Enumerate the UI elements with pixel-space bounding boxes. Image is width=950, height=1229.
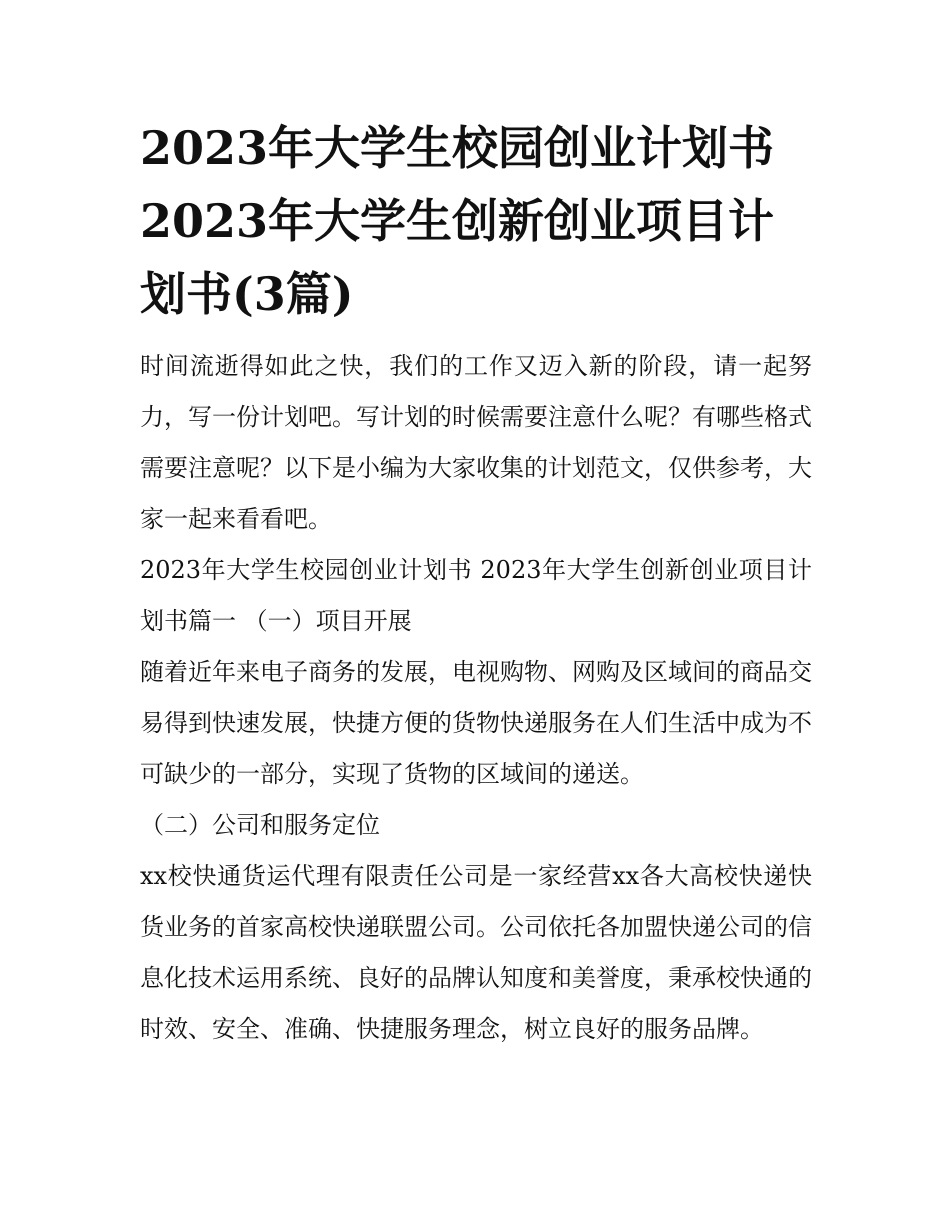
project-background-paragraph: 随着近年来电子商务的发展，电视购物、网购及区域间的商品交易得到快速发展，快捷方便的货物快递服务在人们生活中成为不可缺少的一部分，实现了货物的区域间的递送。	[140, 658, 812, 788]
intro-paragraph: 时间流逝得如此之快，我们的工作又迈入新的阶段，请一起努力，写一份计划吧。写计划的时候需要注意什么呢？有哪些格式需要注意呢？以下是小编为大家收集的计划范文，仅供参考，大家一起来看看吧。	[140, 352, 812, 533]
section-heading-part-one: 2023年大学生校园创业计划书 2023年大学生创新创业项目计划书篇一 （一）项目开展	[140, 556, 812, 635]
company-description-paragraph: xx校快通货运代理有限责任公司是一家经营xx各大高校快递快货业务的首家高校快递联盟公司。公司依托各加盟快递公司的信息化技术运用系统、良好的品牌认知度和美誉度，秉承校快通的时效、安全、准确、快捷服务理念，树立良好的服务品牌。	[140, 862, 812, 1043]
section-heading-positioning: （二）公司和服务定位	[140, 811, 380, 839]
document-page	[140, 112, 812, 1055]
document-title: 2023年大学生校园创业计划书 2023年大学生创新创业项目计划书(3篇)	[140, 121, 775, 321]
